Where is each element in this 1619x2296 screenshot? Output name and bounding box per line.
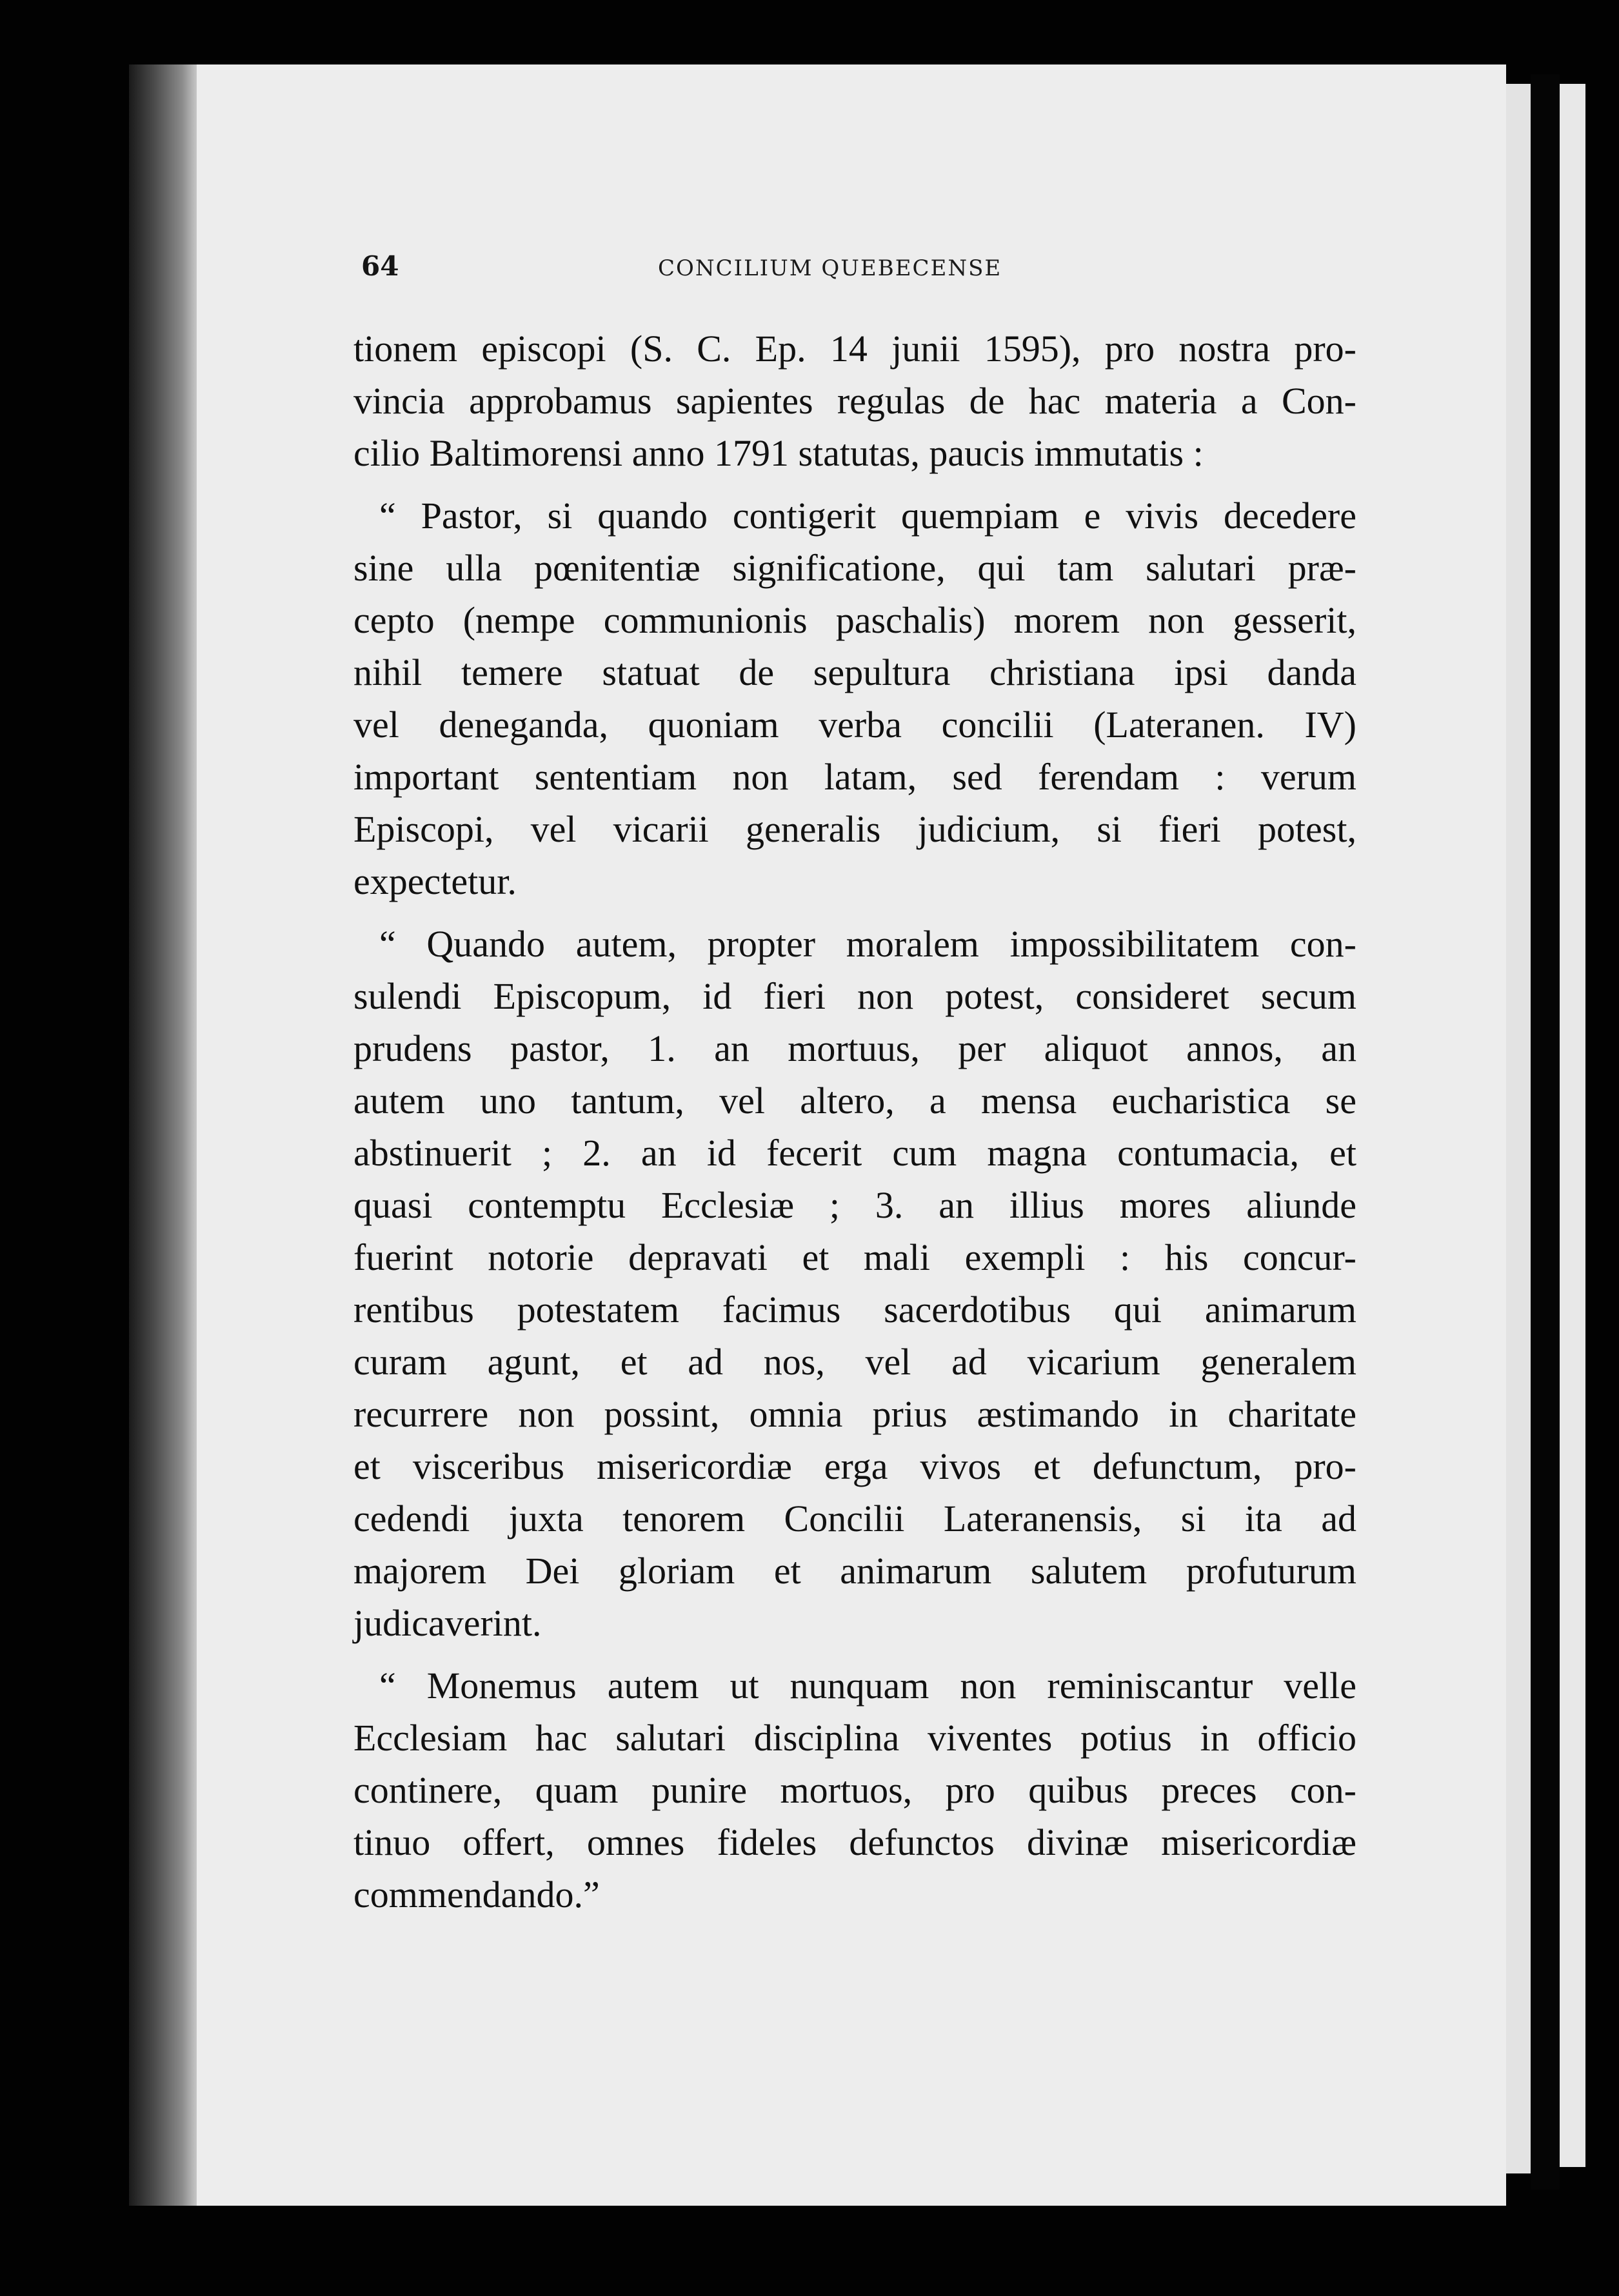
text-line: fuerint notorie depravati et mali exempli : his concur-	[353, 1236, 1356, 1278]
text-line: quasi contemptu Ecclesiæ ; 3. an illius mores aliunde	[353, 1184, 1356, 1226]
text-line: “ Quando autem, propter moralem impossibilitatem con-	[379, 923, 1356, 965]
text-line: cilio Baltimorensi anno 1791 statutas, paucis immutatis :	[353, 432, 1204, 474]
text-line: judicaverint.	[353, 1602, 542, 1644]
text-line: autem uno tantum, vel altero, a mensa eucharistica se	[353, 1080, 1356, 1122]
page-header	[361, 250, 1071, 289]
text-line: recurrere non possint, omnia prius æstimando in charitate	[353, 1393, 1356, 1435]
text-line: cedendi juxta tenorem Concilii Lateranensis, si ita ad	[353, 1498, 1356, 1539]
text-line: rentibus potestatem facimus sacerdotibus qui animarum	[353, 1289, 1356, 1331]
text-line: sulendi Episcopum, id fieri non potest, consideret secum	[353, 975, 1356, 1017]
next-page-shadow	[1531, 74, 1560, 2190]
text-line: abstinuerit ; 2. an id fecerit cum magna contumacia, et	[353, 1132, 1356, 1174]
text-line: expectetur.	[353, 860, 517, 902]
text-line: “ Pastor, si quando contigerit quempiam e vivis decedere	[379, 495, 1356, 537]
text-line: nihil temere statuat de sepultura christiana ipsi danda	[353, 651, 1356, 693]
text-line: prudens pastor, 1. an mortuus, per aliquot annos, an	[353, 1027, 1356, 1069]
text-line: majorem Dei gloriam et animarum salutem profuturum	[353, 1550, 1356, 1592]
next-page-strip	[1560, 84, 1585, 2167]
running-head: CONCILIUM QUEBECENSE	[658, 255, 1002, 281]
text-line: cepto (nempe communionis paschalis) morem non gesserit,	[353, 599, 1356, 641]
text-line: commendando.”	[353, 1874, 600, 1915]
text-line: vincia approbamus sapientes regulas de hac materia a Con-	[353, 380, 1356, 422]
text-line: Episcopi, vel vicarii generalis judicium, si fieri potest,	[353, 808, 1356, 850]
text-line: et visceribus misericordiæ erga vivos et defunctum, pro-	[353, 1445, 1356, 1487]
text-line: vel deneganda, quoniam verba concilii (Lateranen. IV)	[353, 704, 1356, 746]
text-line: curam agunt, et ad nos, vel ad vicarium generalem	[353, 1341, 1356, 1383]
text-line: “ Monemus autem ut nunquam non reminiscantur velle	[379, 1665, 1356, 1707]
text-line: sine ulla pœnitentiæ significatione, qui tam salutari præ-	[353, 547, 1356, 589]
next-page-edge	[1506, 84, 1531, 2173]
text-line: important sententiam non latam, sed ferendam : verum	[353, 756, 1356, 798]
text-line: tionem episcopi (S. C. Ep. 14 junii 1595), pro nostra pro-	[353, 328, 1356, 370]
text-line: tinuo offert, omnes fideles defunctos divinæ misericordiæ	[353, 1821, 1356, 1863]
page-gutter-shadow	[129, 64, 200, 2206]
body-text	[353, 322, 1356, 1921]
page-number: 64	[361, 250, 399, 282]
text-line: Ecclesiam hac salutari disciplina viventes potius in officio	[353, 1717, 1356, 1759]
text-line: continere, quam punire mortuos, pro quibus preces con-	[353, 1769, 1356, 1811]
